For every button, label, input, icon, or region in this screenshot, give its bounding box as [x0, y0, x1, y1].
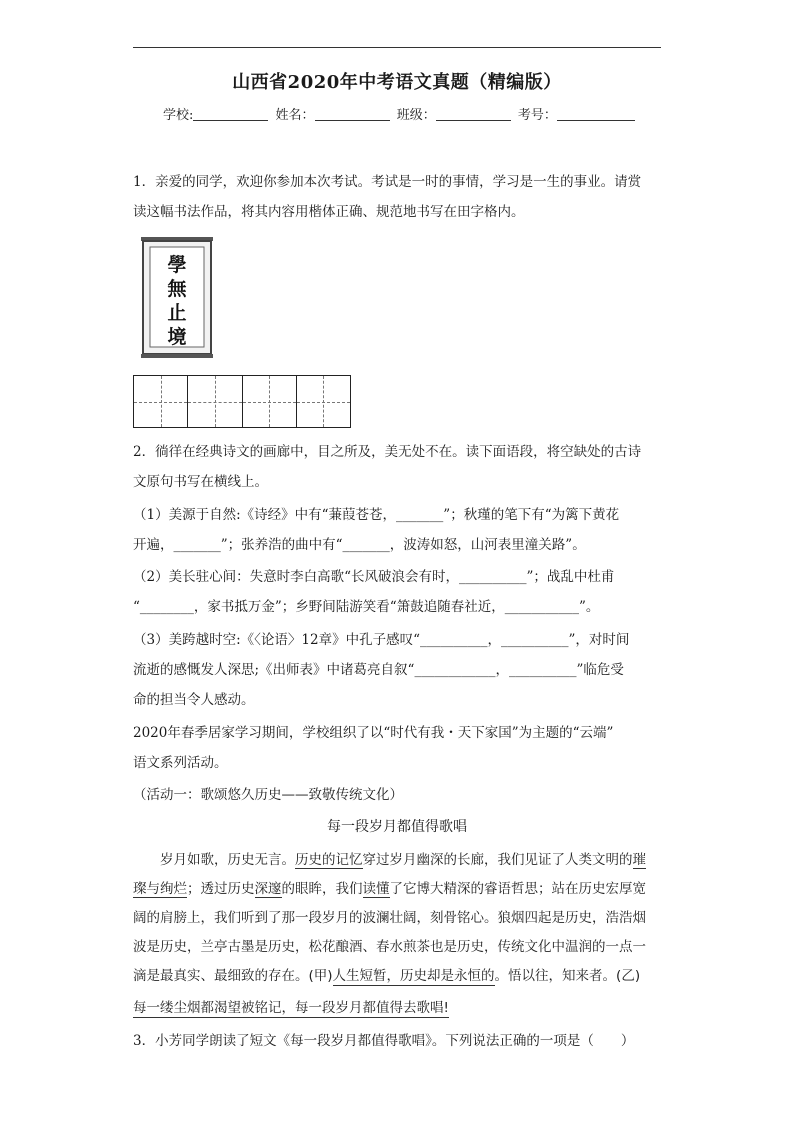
underlined-phrase: 历史的记忆 — [295, 852, 363, 868]
class-blank[interactable] — [436, 106, 511, 121]
grid-cell[interactable] — [297, 376, 350, 427]
passage-text: 了它博大精深的睿语哲思；站在历史宏厚宽 — [389, 881, 646, 897]
q2-line-9: 命的担当令人感动。 — [133, 692, 255, 708]
svg-text:學: 學 — [167, 254, 187, 276]
calligraphy-artwork — [141, 233, 213, 364]
q2-line-8: 流逝的感慨发人深思;《出师表》中诸葛亮自叙“____________，__________”临危受 — [133, 662, 624, 678]
underlined-phrase: 璨与绚烂 — [133, 881, 187, 897]
underlined-phrase: 深邃 — [254, 881, 282, 897]
passage-text: 。悟以往，知来者。(乙) — [494, 968, 641, 984]
underlined-phrase: 璀 — [632, 852, 646, 868]
number-label: 考号： — [517, 108, 557, 123]
activity-heading: （活动一：歌颂悠久历史——致敬传统文化） — [133, 787, 403, 803]
grid-cell[interactable] — [188, 376, 242, 427]
q2-line-7: （3）美跨越时空:《〈论语〉12章》中孔子感叹“__________，__________”，对时间 — [133, 632, 630, 648]
tianzige-writing-grid[interactable] — [133, 375, 351, 428]
q2-line-5: （2）美长驻心间：失意时李白高歌“长风破浪会有时，__________”；战乱中杜甫 — [133, 569, 615, 585]
q2-line-3: （1）美源于自然:《诗经》中有“蒹葭苍苍，_______”；秋瑾的笔下有“为篱下黄花 — [133, 507, 620, 523]
underlined-sentence: 每一缕尘烟都渴望被铭记，每一段岁月都值得去歌唱! — [133, 1000, 449, 1016]
passage-text: 岁月如歌，历史无言。 — [133, 852, 295, 868]
q1-line-1: 1．亲爱的同学，欢迎你参加本次考试。考试是一时的事情，学习是一生的事业。请赏 — [133, 174, 642, 190]
number-blank[interactable] — [557, 106, 635, 121]
svg-text:止: 止 — [167, 302, 187, 324]
name-blank[interactable] — [315, 106, 390, 121]
passage-text: 的眼眸，我们 — [281, 881, 363, 897]
svg-text:境: 境 — [167, 326, 187, 348]
grid-cell[interactable] — [243, 376, 297, 427]
grid-cell[interactable] — [134, 376, 188, 427]
q3-line-1: 3．小芳同学朗读了短文《每一段岁月都值得歌唱》。下列说法正确的一项是（ ） — [133, 1033, 635, 1049]
passage-line-5 — [133, 962, 661, 991]
passage-line-2 — [133, 875, 661, 904]
q2-line-2: 文原句书写在横线上。 — [133, 474, 268, 490]
passage-line-6 — [133, 994, 661, 1023]
school-label: 学校: — [163, 108, 194, 123]
passage-text: 滴是最真实、最细致的存在。(甲) — [133, 968, 333, 984]
passage-text: 穿过岁月幽深的长廊，我们见证了人类文明的 — [362, 852, 633, 868]
page-title: 山西省2020年中考语文真题（精编版） — [232, 72, 562, 93]
q2-line-6: “________，家书抵万金”；乡野间陆游笑看“箫鼓追随春社近，___________”。 — [133, 599, 600, 615]
intro-line-2: 语文系列活动。 — [133, 755, 228, 771]
q2-line-1: 2．徜徉在经典诗文的画廊中，目之所及，美无处不在。读下面语段，将空缺处的古诗 — [133, 444, 642, 460]
student-info-line — [163, 104, 635, 123]
underlined-phrase: 读懂 — [362, 881, 390, 897]
passage-line-1 — [133, 846, 661, 875]
class-label: 班级： — [396, 108, 436, 123]
header-rule — [133, 47, 661, 48]
q1-line-2: 读这幅书法作品，将其内容用楷体正确、规范地书写在田字格内。 — [133, 204, 525, 220]
passage-line-4: 波是历史，兰亭古墨是历史，松花酿酒、春水煎茶也是历史，传统文化中温润的一点一 — [133, 939, 646, 955]
svg-text:無: 無 — [167, 278, 187, 300]
passage-title: 每一段岁月都值得歌唱 — [327, 819, 467, 835]
underlined-sentence: 人生短暂，历史却是永恒的 — [332, 968, 495, 984]
intro-line-1: 2020年春季居家学习期间，学校组织了以“时代有我・天下家国”为主题的“云端” — [133, 725, 614, 741]
school-blank[interactable] — [193, 106, 268, 121]
passage-line-3: 阔的肩膀上，我们听到了那一段岁月的波澜壮阔，刻骨铭心。狼烟四起是历史，浩浩烟 — [133, 910, 646, 926]
q2-line-4: 开遍，_______”；张养浩的曲中有“_______，波涛如怒，山河表里潼关路”。 — [133, 537, 586, 553]
name-label: 姓名： — [275, 108, 315, 123]
passage-text: ；透过历史 — [187, 881, 255, 897]
